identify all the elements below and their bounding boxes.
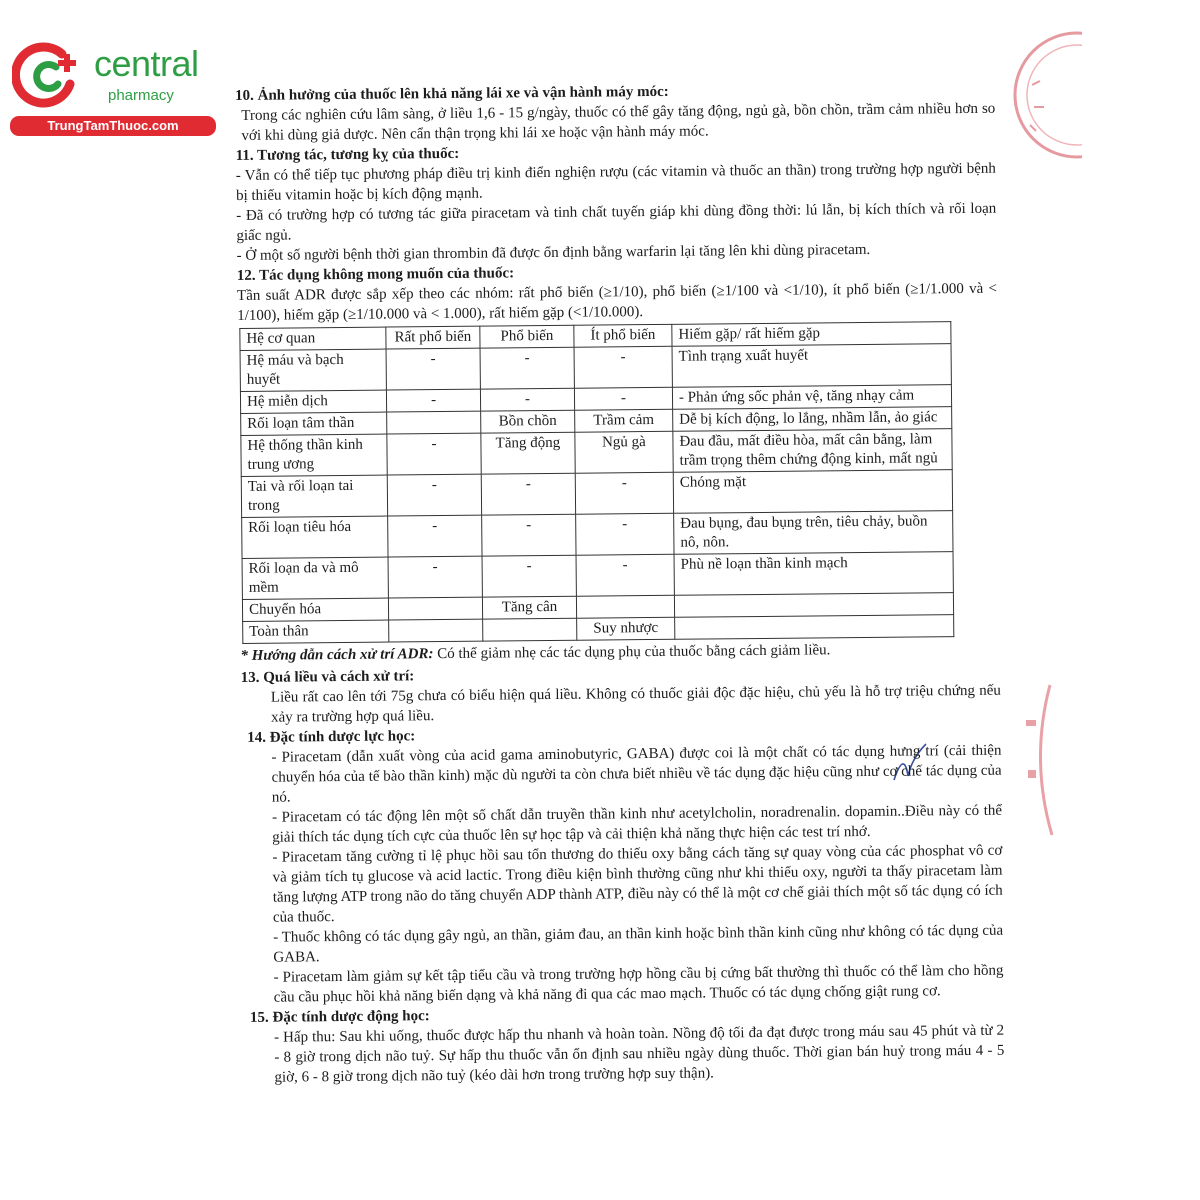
section-14-title: 14. Đặc tính dược lực học: (247, 728, 416, 746)
table-cell: - (574, 346, 672, 388)
table-cell: - (386, 389, 480, 412)
table-cell (674, 593, 953, 618)
table-cell: Hệ thống thần kinh trung ương (241, 434, 387, 476)
section-11-item: - Ở một số người bệnh thời gian thrombin đã được ổn định bằng warfarin lại tăng lên khi dùng piracetam. (236, 241, 871, 264)
section-13-title: 13. Quá liều và cách xử trí: (240, 668, 415, 686)
brand-site-badge[interactable]: TrungTamThuoc.com (10, 116, 216, 136)
section-11-title: 11. Tương tác, tương kỵ của thuốc: (235, 145, 460, 164)
pharmacy-cross-logo-icon (12, 40, 82, 110)
table-cell: Hệ máu và bạch huyết (240, 349, 386, 391)
table-row (241, 470, 952, 518)
table-cell (389, 619, 483, 642)
document-body (235, 79, 1005, 1088)
table-cell: Rối loạn da và mô mềm (242, 557, 388, 599)
table-cell (483, 618, 577, 641)
table-cell: Tai và rối loạn tai trong (241, 475, 387, 517)
header-cell: Ít phổ biến (574, 324, 672, 347)
section-11-item: - Vẫn có thể tiếp tục phương pháp điều trị kinh điển nghiện rượu (các vitamin và thuốc an thần) trong trường hợp người bệnh bị thiếu vitamin hoặc bị kích động mạnh. (235, 160, 996, 204)
header-cell: Rất phổ biến (386, 326, 480, 349)
table-cell: - Phản ứng sốc phản vệ, tăng nhạy cảm (672, 385, 951, 410)
section-15-item: - Hấp thu: Sau khi uống, thuốc được hấp thu nhanh và hoàn toàn. Nồng độ tối đa đạt được trong máu sau 45 phút và từ 2 - 8 giờ trong dịch não tuỷ. Sự hấp thu thuốc vẫn ổn định sau nhiều ngày dùng thuốc. Thời gian bán huỷ trong máu 4 - 5 giờ, 6 - 8 giờ trong dịch não tuỷ (kéo dài hơn trong trường hợp suy thận). (274, 1022, 1005, 1086)
table-cell: - (574, 387, 672, 410)
table-cell (675, 615, 954, 640)
adr-table (239, 321, 954, 644)
header-cell: Hệ cơ quan (240, 327, 386, 350)
table-cell (387, 411, 481, 434)
table-cell: Dễ bị kích động, lo lắng, nhầm lẫn, ảo giác (673, 407, 952, 432)
table-cell: - (480, 347, 574, 389)
table-cell: Trầm cảm (575, 409, 673, 432)
table-cell: Phù nề loạn thần kinh mạch (674, 552, 953, 596)
section-13-text: Liều rất cao lên tới 75g chưa có biểu hiện quá liều. Không có thuốc giải độc đặc hiệu, chủ yếu là hỗ trợ triệu chứng nếu xảy ra trường hợp quá liều. (270, 682, 1001, 726)
section-14-item: - Piracetam tăng cường tỉ lệ phục hồi sau tổn thương do thiếu oxy bằng cách tăng sự quay vòng của các phosphat vô cơ và giảm tích tụ glucose và acid lactic. Trong điều kiện bình thường cũng như khi thiếu oxy, người ta thấy piracetam làm tăng lượng ATP trong não do tăng chuyển ADP thành ATP, điều này có thể là một cơ chế giải thích một số tác dụng có ích của thuốc. (272, 842, 1003, 926)
table-cell (388, 597, 482, 620)
table-row (242, 511, 953, 559)
section-10-title: 10. Ảnh hưởng của thuốc lên khả năng lái xe và vận hành máy móc: (235, 83, 669, 104)
table-cell: - (482, 555, 576, 597)
table-cell (576, 595, 674, 618)
table-cell: Bồn chồn (481, 410, 575, 433)
table-cell: - (481, 473, 575, 515)
table-cell: - (386, 348, 480, 390)
adr-note-text: Có thể giảm nhẹ các tác dụng phụ của thuốc bằng cách giảm liều. (433, 642, 831, 663)
adr-note-label: * Hướng dẫn cách xử trí ADR: (240, 646, 434, 664)
section-11-item: - Đã có trường hợp có tương tác giữa piracetam và tinh chất tuyến giáp khi dùng đồng thời: lú lẫn, bị kích thích và rối loạn giấc ngủ. (236, 200, 997, 244)
red-edge-stamp-icon (1020, 680, 1060, 840)
table-cell: - (387, 433, 481, 475)
table-cell: Tăng cân (482, 596, 576, 619)
table-cell: - (388, 556, 482, 598)
table-cell: - (388, 515, 482, 557)
table-cell: - (480, 388, 574, 411)
table-cell: Rối loạn tâm thần (241, 412, 387, 435)
table-cell: Suy nhược (577, 617, 675, 640)
section-14-item: - Thuốc không có tác dụng gây ngủ, an thần, giảm đau, an thần kinh hoặc bình thần kinh cũng như không có tác dụng của GABA. (273, 922, 1004, 966)
table-cell: - (576, 513, 674, 555)
table-row (242, 552, 953, 600)
brand-name: central (94, 43, 199, 84)
table-cell: - (576, 554, 674, 596)
table-row (241, 429, 952, 477)
table-cell: Hệ miễn dịch (240, 390, 386, 413)
section-14-item: - Piracetam có tác động lên một số chất dẫn truyền thần kinh như acetylcholin, noradrenalin. dopamin..Điều này có thể giải thích tác dụng tích cực của thuốc lên sự học tập và cải thiện khả năng thực hiện các test trí nhớ. (271, 802, 1003, 846)
table-cell: Toàn thân (243, 620, 389, 643)
table-cell: Rối loạn tiêu hóa (242, 516, 388, 558)
section-10-text: Trong các nghiên cứu lâm sàng, ở liều 1,6 - 15 g/ngày, thuốc có thể gây tăng động, ngủ gà, bồn chồn, trầm cảm nhiều hơn so với khi dùng giả dược. Nên cẩn thận trọng khi lái xe hoặc vận hành máy móc. (241, 100, 996, 144)
table-cell: - (575, 472, 673, 514)
central-pharmacy-logo[interactable] (8, 38, 218, 138)
table-cell: - (482, 514, 576, 556)
section-14-item: - Piracetam (dẫn xuất vòng của acid gama aminobutyric, GABA) được coi là một chất có tác dụng hưng trí (cải thiện chuyển hóa của tế bào thần kinh) mặc dù người ta còn chưa biết nhiều về tác dụng đặc hiệu cũng như cơ chế tác dụng của nó. (271, 742, 1002, 806)
table-cell: Chuyển hóa (242, 598, 388, 621)
brand-sub: pharmacy (108, 87, 174, 104)
table-cell: - (387, 474, 481, 516)
table-cell: Tình trạng xuất huyết (672, 344, 951, 388)
header-cell: Hiếm gặp/ rất hiếm gặp (672, 322, 951, 347)
section-14-item: - Piracetam làm giảm sự kết tập tiểu cầu và trong trường hợp hồng cầu bị cứng bất thường thì thuốc có thể làm cho hồng cầu cầu phục hồi khả năng biến dạng và khả năng đi qua các mao mạch. Thuốc có tác dụng chống giật rung cơ. (273, 962, 1004, 1006)
table-cell: Đau đầu, mất điều hòa, mất cân bằng, làm trầm trọng thêm chứng động kinh, mất ngủ (673, 429, 952, 473)
table-row (240, 344, 951, 392)
table-cell: Tăng động (481, 432, 575, 474)
section-12-intro: Tần suất ADR được sắp xếp theo các nhóm: rất phổ biến (≥1/10), phổ biến (≥1/100 và <1/10), ít phổ biến (≥1/1.000 và < 1/100), hiếm gặp (≥1/10.000 và < 1.000), rất hiếm gặp (<1/10.000). (236, 280, 998, 324)
red-seal-stamp-icon (1002, 15, 1082, 165)
table-cell: Chóng mặt (673, 470, 952, 514)
section-15-title: 15. Đặc tính dược động học: (249, 1008, 430, 1026)
header-cell: Phổ biến (480, 325, 574, 348)
table-cell: Ngủ gà (575, 431, 673, 473)
table-cell: Đau bụng, đau bụng trên, tiêu chảy, buồn nô, nôn. (674, 511, 953, 555)
section-12-title: 12. Tác dụng không mong muốn của thuốc: (236, 265, 515, 284)
